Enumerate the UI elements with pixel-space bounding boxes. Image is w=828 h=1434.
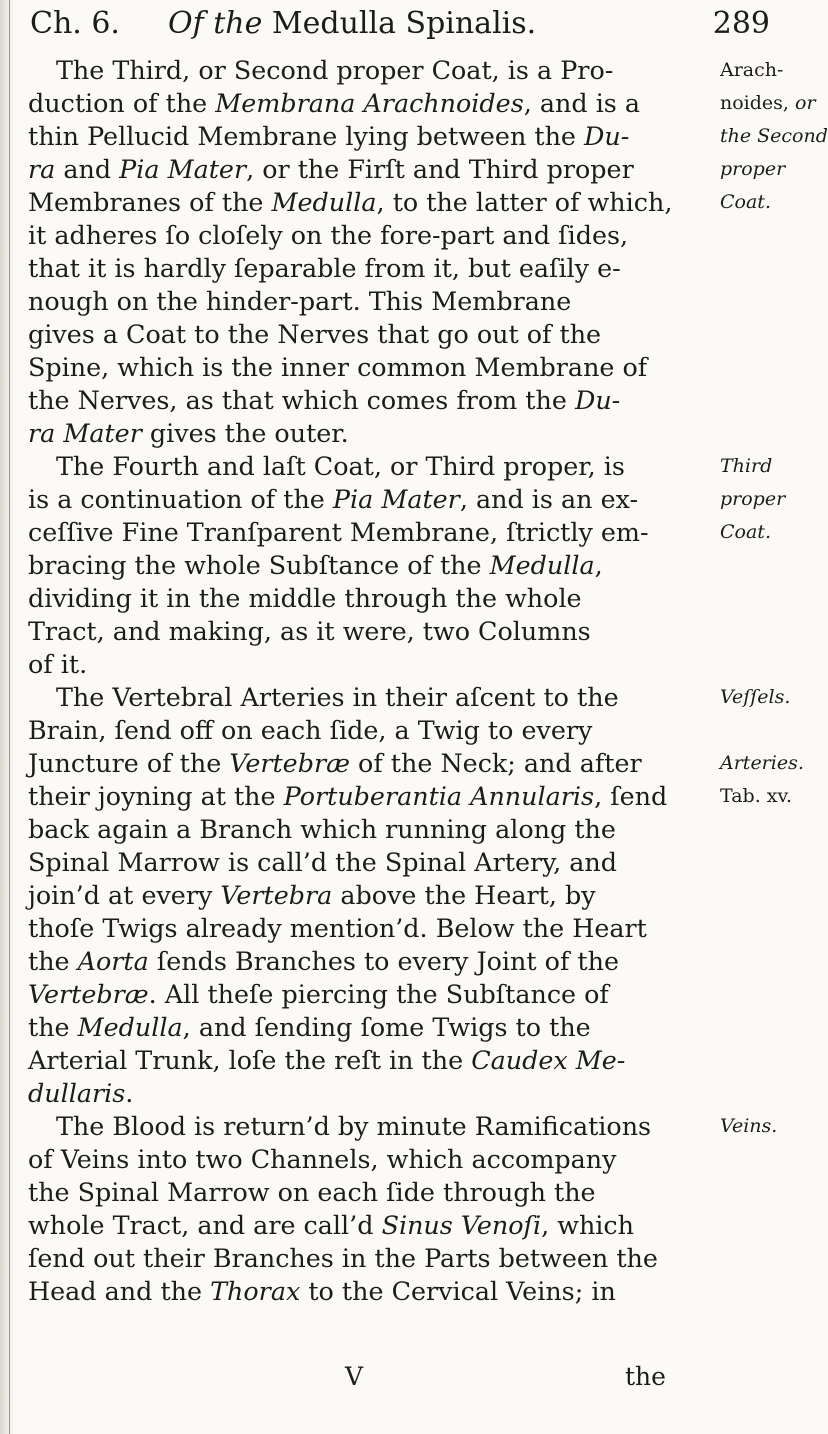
text-line: the Aorta ſends Branches to every Joint of the	[28, 946, 620, 976]
text-line: join’d at every Vertebra above the Heart, by	[28, 880, 596, 910]
text-line: dullaris.	[28, 1078, 134, 1108]
text-line: dividing it in the middle through the whole	[28, 583, 582, 613]
margin-note: Coat.	[720, 521, 771, 543]
text-line: nough on the hinder-part. This Membrane	[28, 286, 572, 316]
margin-note: Tab. xv.	[720, 785, 793, 807]
text-line: Tract, and making, as it were, two Columns	[28, 616, 591, 646]
text-line: their joyning at the Portuberantia Annularis, ſend	[28, 781, 668, 811]
running-title: Of the Medulla Spinalis.	[168, 6, 537, 41]
text-line: that it is hardly ſeparable from it, but eaſily e-	[28, 253, 621, 283]
text-line: Brain, ſend off on each ſide, a Twig to every	[28, 715, 593, 745]
signature-mark: V	[345, 1362, 364, 1391]
margin-note: Arteries.	[720, 752, 804, 774]
text-line: Head and the Thorax to the Cervical Veins; in	[28, 1276, 616, 1306]
margin-note: Third	[720, 455, 773, 477]
margin-note: proper	[720, 158, 786, 180]
text-line: The Vertebral Arteries in their aſcent to the	[56, 682, 619, 712]
text-line: thin Pellucid Membrane lying between the Du-	[28, 121, 630, 151]
margin-note: Arach-	[720, 59, 784, 81]
page-gutter	[0, 0, 16, 1434]
text-line: of it.	[28, 649, 88, 679]
catchword: the	[625, 1362, 666, 1391]
text-line: the Spinal Marrow on each ſide through the	[28, 1177, 596, 1207]
text-line: ra and Pia Mater, or the Firſt and Third proper	[28, 154, 634, 184]
margin-note: Veins.	[720, 1115, 778, 1137]
text-line: it adheres ſo cloſely on the fore-part and ſides,	[28, 220, 629, 250]
text-line: Vertebræ. All theſe piercing the Subſtance of	[28, 979, 609, 1009]
margin-note: Coat.	[720, 191, 771, 213]
text-line: Juncture of the Vertebræ of the Neck; and after	[28, 748, 642, 778]
text-line: The Third, or Second proper Coat, is a Pro-	[56, 55, 614, 85]
text-line: ſend out their Branches in the Parts between the	[28, 1243, 658, 1273]
margin-note: Veſſels.	[720, 686, 791, 708]
margin-note: noides, or	[720, 92, 816, 114]
margin-note: proper	[720, 488, 786, 510]
text-line: duction of the Membrana Arachnoides, and is a	[28, 88, 641, 118]
text-line: bracing the whole Subſtance of the Medulla,	[28, 550, 603, 580]
text-line: of Veins into two Channels, which accompany	[28, 1144, 617, 1174]
binding-edge	[9, 0, 10, 1434]
margin-notes	[720, 54, 828, 1143]
text-line: the Nerves, as that which comes from the Du-	[28, 385, 621, 415]
text-line: The Blood is return’d by minute Ramifications	[56, 1111, 652, 1141]
text-line: whole Tract, and are call’d Sinus Venoſi, which	[28, 1210, 634, 1240]
text-line: Spinal Marrow is call’d the Spinal Artery, and	[28, 847, 617, 877]
text-line: Membranes of the Medulla, to the latter of which,	[28, 187, 673, 217]
body-text	[28, 54, 718, 1308]
text-line: Spine, which is the inner common Membrane of	[28, 352, 648, 382]
text-line: the Medulla, and ſending ſome Twigs to the	[28, 1012, 591, 1042]
text-line: ra Mater gives the outer.	[28, 418, 349, 448]
text-line: thoſe Twigs already mention’d. Below the Heart	[28, 913, 647, 943]
margin-note: the Second	[720, 125, 828, 147]
text-line: Arterial Trunk, loſe the reſt in the Caudex Me-	[28, 1045, 626, 1075]
text-line: gives a Coat to the Nerves that go out of the	[28, 319, 602, 349]
text-line: back again a Branch which running along the	[28, 814, 616, 844]
running-header	[30, 6, 770, 56]
text-line: The Fourth and laſt Coat, or Third proper, is	[56, 451, 625, 481]
page-number: 289	[712, 6, 770, 41]
text-line: is a continuation of the Pia Mater, and is an ex-	[28, 484, 639, 514]
chapter-label: Ch. 6.	[30, 6, 120, 41]
signature-line	[0, 1362, 800, 1395]
text-line: ceſſive Fine Tranſparent Membrane, ſtrictly em-	[28, 517, 649, 547]
